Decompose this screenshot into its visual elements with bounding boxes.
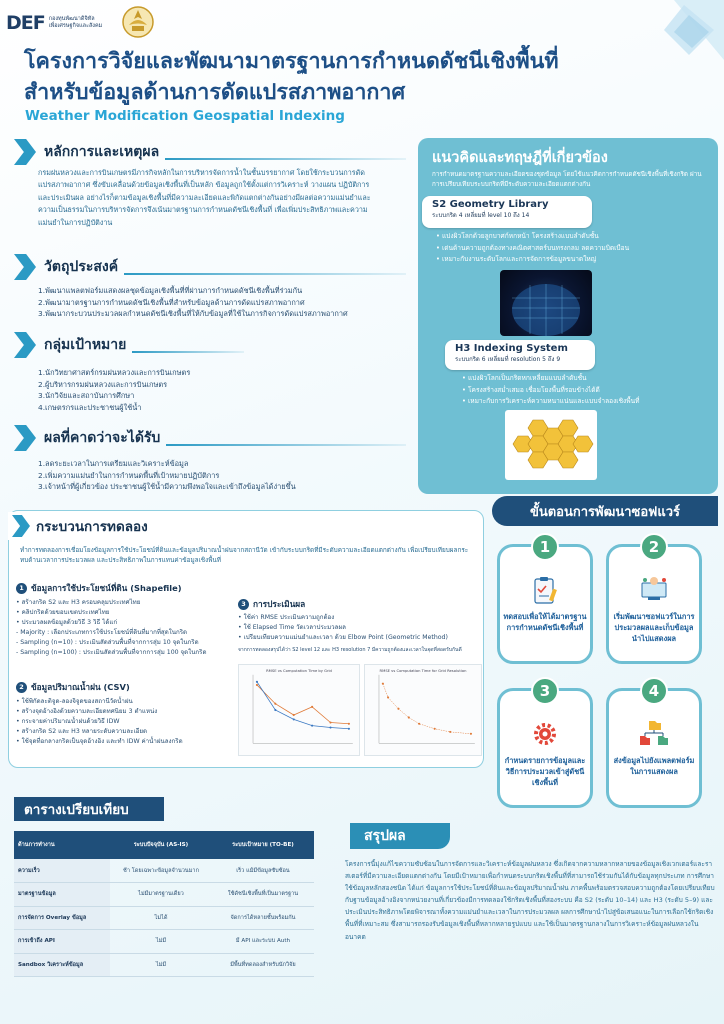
sub-title: การประเมินผล [253, 599, 306, 609]
column-header: ด้านการทำงาน [14, 831, 110, 859]
outcome-heading [14, 424, 406, 452]
step-text: เริ่มพัฒนาซอฟแวร์ในการประมวลผลและเก็บข้อมูลนำไปแสดงผล [613, 612, 695, 643]
data-point [274, 709, 276, 711]
experiment-sub-heading-2 [16, 680, 130, 694]
chart-title: RMSE vs Computation Time by Grid [266, 668, 332, 673]
def-logo-mark: DEF [6, 12, 45, 34]
list-item: • คลิปกริดด้วยขอบเขตประเทศไทย [16, 609, 110, 616]
summary-title: สรุปผล [350, 823, 450, 849]
table-row [14, 883, 314, 907]
data-point [418, 723, 420, 725]
list-item: - Sampling (n=10) : ประเมินสัดส่วนพื้นที่จากการสุ่ม 10 จุดในกริด [16, 639, 199, 646]
list-item: 3.เจ้าหน้าที่ผู้เกี่ยวข้อง ประชาชนผู้ใช้น้ำมีความพึงพอใจและเข้าถึงข้อมูลได้ง่ายขึ้น [38, 482, 296, 492]
table-cell: มีพื้นที่ทดลองสำหรับนักวิจัย [212, 953, 314, 977]
outcome-title: ผลที่คาดว่าจะได้รับ [44, 430, 161, 446]
data-point [449, 731, 451, 733]
theory-title: แนวคิดและทฤษฎีที่เกี่ยวข้อง [432, 150, 608, 166]
list-item: 2.เพิ่มความแม่นยำในการกำหนดพื้นที่เป้าหมายปฏิบัติการ [38, 470, 220, 480]
target-list [38, 367, 238, 413]
sub-title: ข้อมูลปริมาณน้ำฝน (CSV) [31, 682, 130, 692]
list-item: • โครงสร้างสม่ำเสมอ เชื่อมโยงพื้นที่รอบข้างได้ดี [462, 385, 600, 394]
step-text: ทดสอบเพื่อให้ได้มาตรฐานการกำหนดดัชนีเชิงพื้นที่ [503, 612, 587, 632]
experiment-sub-heading-3 [238, 597, 305, 611]
dev-title: ขั้นตอนการพัฒนาซอฟแวร์ [492, 496, 718, 526]
data-point [311, 706, 313, 708]
h3-subtitle: ระบบกริด 6 เหลี่ยมที่ resolution 5 ถึง 9 [455, 356, 561, 363]
column-header: ระบบปัจจุบัน (AS-IS) [110, 831, 212, 859]
step-number: 3 [531, 677, 559, 705]
rmse-resolution-scatter-chart [364, 664, 482, 756]
table-row [14, 906, 314, 930]
s2-subtitle: ระบบกริด 4 เหลี่ยมที่ level 10 ถึง 14 [432, 212, 530, 219]
chevron-right-icon [14, 139, 36, 165]
list-item: 1.ลดระยะเวลาในการเตรียมและวิเคราะห์ข้อมูล [38, 459, 189, 468]
comparison-title: ตารางเปรียบเทียบ [14, 797, 164, 821]
title-english: Weather Modification Geospatial Indexing [25, 108, 345, 124]
data-point [329, 726, 331, 728]
data-point [293, 714, 295, 716]
data-point [434, 728, 436, 730]
h3-title: H3 Indexing System [455, 343, 568, 354]
list-item: • ใช้ Elapsed Time วัดเวลาประมวลผล [238, 624, 346, 631]
list-item: - Sampling (n=100) : ประเมินสัดส่วนพื้นที่จากการสุ่ม 100 จุดในกริด [16, 649, 207, 656]
table-cell: ไม่มี [110, 930, 212, 954]
data-point [256, 681, 258, 683]
table-cell: ช้า โดยเฉพาะข้อมูลจำนวนมาก [110, 859, 212, 883]
list-item: • กระจายค่าปริมาณน้ำฝนด้วยวิธี IDW [16, 718, 120, 725]
table-cell: ใช้ดัชนีเชิงพื้นที่เป็นมาตรฐาน [212, 883, 314, 907]
step-number: 2 [640, 533, 668, 561]
table-cell: ไม่มีมาตรฐานเดียว [110, 883, 212, 907]
data-point [408, 716, 410, 718]
def-logo-text-2: เพื่อเศรษฐกิจและสังคม [48, 23, 103, 29]
h3-title-card [445, 340, 595, 370]
department-seal-icon [121, 5, 155, 39]
list-item: • สร้างกริด S2 และ H3 ครอบคลุมประเทศไทย [16, 599, 141, 606]
sub-number: 2 [16, 682, 27, 693]
step-card-2 [606, 538, 702, 664]
chart-title: RMSE vs Computation Time for Grid Resolution [379, 668, 467, 673]
data-point [311, 725, 313, 727]
table-row [14, 930, 314, 954]
chevron-right-icon [14, 254, 36, 280]
list-item: • ใช้พิกัดละติจูด-ลองจิจูดของสถานีวัดน้ำฝน [16, 698, 133, 705]
table-cell: Sandbox วิเคราะห์ข้อมูล [14, 953, 110, 977]
list-item: • ประมวลผลข้อมูลด้วยวิธี 3 วิธี ได้แก่ [16, 619, 118, 626]
step-number: 1 [531, 533, 559, 561]
rmse-time-line-chart [238, 664, 360, 756]
data-point [293, 718, 295, 720]
table-cell: มาตรฐานข้อมูล [14, 883, 110, 907]
data-point [329, 721, 331, 723]
list-item: • เปรียบเทียบความแม่นยำและเวลา ด้วย Elbow Point (Geometric Method) [238, 634, 448, 641]
list-item: 1.พัฒนาแพลตฟอร์มแสดงผลชุดข้อมูลเชิงพื้นที่ที่ผ่านการกำหนดดัชนีเชิงพื้นที่ร่วมกัน [38, 286, 303, 295]
series-line-h3 [257, 682, 349, 729]
s2-bullets [436, 231, 712, 266]
gear-icon [529, 719, 561, 749]
table-cell: มี API และระบบ Auth [212, 930, 314, 954]
outcome-section [14, 424, 406, 498]
def-logo [6, 10, 121, 36]
h3-bullets [462, 373, 712, 408]
list-item: • สร้างจุดอ้างอิงด้วยความละเอียดทศนิยม 3 ตำแหน่ง [16, 708, 158, 715]
list-item: 3.นักวิจัยและสถาบันการศึกษา [38, 391, 135, 401]
list-item: • ใช้จุดที่อกลางกริดเป็นจุดอ้างอิง และทำ IDW ค่าน้ำฝนลงกริด [16, 738, 183, 745]
experiment-intro: ทำการทดลองการเชื่อมโยงข้อมูลการใช้ประโยชน์ที่ดินและข้อมูลปริมาณน้ำฝนจากสถานีวัด เข้ากับระบบกริดที่มีระดับความละเอียดแตกต่างกัน เพื่อเปรียบเทียบผลกระทบด้านเวลาการประมวลผล และประสิทธิภาพในการแทนค่าข้อมูลเชิงพื้นที่ [20, 546, 469, 564]
s2-globe-image [500, 270, 592, 336]
objective-heading [14, 253, 406, 281]
data-point [274, 703, 276, 705]
list-item: 3.พัฒนากระบวนประมวลผลกำหนดดัชนีเชิงพื้นที่ให้กับข้อมูลที่ใช้ในภารกิจการดัดแปรสภาพอากาศ [38, 309, 348, 319]
target-title: กลุ่มเป้าหมาย [44, 337, 127, 353]
step-card-4 [606, 682, 702, 808]
target-heading [14, 331, 244, 359]
list-item: 2.พัฒนามาตรฐานการกำหนดดัชนีเชิงพื้นที่สำหรับข้อมูลด้านการดัดแปรสภาพอากาศ [38, 297, 305, 307]
step-text: ส่งข้อมูลไปยังแพลตฟอร์มในการแสดงผล [613, 756, 695, 776]
list-item: • แบ่งผิวโลกด้วยลูกบาศก์หกหน้า โครงสร้างแบบลำดับชั้น [436, 232, 599, 240]
data-point [470, 733, 472, 735]
h3-hexagon-image [505, 410, 597, 480]
data-point [382, 683, 384, 685]
summary-text: โครงการนี้มุ่งแก้ไขความซับซ้อนในการจัดการและวิเคราะห์ข้อมูลฝนหลวง ซึ่งเกิดจากความหลากหลายของข้อมูลเชิงเวกเตอร์และราสเตอร์ที่มีความละเอียดแตกต่างกัน โดยมีเป้าหมายเพื่อกำหนดระบบกริดเชิงพื้นที่ที่สามารถใช้ร่วมกันได้กับข้อมูลทุกประเภท การศึกษาใช้ข้อมูลหลักสองชนิด ได้แก่ ข้อมูลการใช้ประโยชน์ที่ดินและข้อมูลปริมาณน้ำฝน ภาคพื้นพร้อมตรวจสอบความถูกต้องโดยเปรียบเทียบกับฐานข้อมูลอ้างอิงจากหน่วยงานที่เกี่ยวข้องมีการทดลองใช้กริดเชิงพื้นที่สองระบบ คือ S2 (ระดับ 10–14) และ H3 (ระดับ 5–9) และประเมินประสิทธิภาพโดยพิจารณาทั้งความแม่นยำและเวลาในการประมวลผล ผลการศึกษานำไปสู่ข้อเสนอแนะในการเลือกใช้กริดเชิงพื้นที่ที่เหมาะสม ซึ่งสามารถรองรับข้อมูลเชิงพื้นที่หลากหลายรูปแบบ และใช้เป็นมาตรฐานกลางในการวิเคราะห์ข้อมูลฝนหลวงในอนาคต [345, 860, 715, 941]
experiment-heading [8, 512, 188, 540]
experiment-list-3 [238, 613, 478, 643]
s2-title-card [422, 196, 592, 228]
list-item: • แบ่งผิวโลกเป็นกริดหกเหลี่ยมแบบลำดับชั้น [462, 374, 587, 382]
list-item: 4.เกษตรกรและประชาชนผู้ใช้น้ำ [38, 402, 142, 412]
data-point [387, 696, 389, 698]
folder-network-icon [638, 719, 670, 749]
objective-list [38, 285, 398, 320]
table-row [14, 859, 314, 883]
developer-desk-icon [638, 575, 670, 605]
experiment-list-1 [16, 598, 236, 658]
table-cell: เร็ว แม้มีข้อมูลซับซ้อน [212, 859, 314, 883]
experiment-sub-heading-1 [16, 581, 182, 595]
chevron-right-icon [14, 425, 36, 451]
experiment-note: จากการทดลองสรุปได้ว่า S2 level 12 และ H3 resolution 7 มีความถูกต้องและเวลาในจุดที่สอดรับกันดี [238, 647, 462, 653]
table-cell: ความเร็ว [14, 859, 110, 883]
data-point [348, 723, 350, 725]
table-cell: ไม่มี [110, 953, 212, 977]
outcome-list [38, 458, 406, 493]
table-cell: ไม่ได้ [110, 906, 212, 930]
sub-title: ข้อมูลการใช้ประโยชน์ที่ดิน (Shapefile) [31, 583, 182, 593]
step-card-3 [497, 682, 593, 808]
chevron-right-icon [12, 515, 30, 537]
def-logo-text-1: กองทุนพัฒนาดิจิทัล [48, 16, 95, 22]
sub-number: 3 [238, 599, 249, 610]
experiment-title: กระบวนการทดลอง [36, 519, 148, 535]
data-point [256, 684, 258, 686]
table-cell: การจัดการ Overlay ข้อมูล [14, 906, 110, 930]
step-number: 4 [640, 677, 668, 705]
objective-title: วัตถุประสงค์ [44, 259, 119, 275]
title-line-1: โครงการวิจัยและพัฒนามาตรฐานการกำหนดดัชนีเชิงพื้นที่ [24, 49, 559, 74]
title-line-2: สำหรับข้อมูลด้านการดัดแปรสภาพอากาศ [24, 80, 406, 105]
series-line-rmse [383, 684, 471, 734]
step-card-1 [497, 538, 593, 664]
principle-heading [14, 138, 406, 166]
list-item: • สร้างกริด S2 และ H3 หลายระดับความละเอียด [16, 728, 148, 735]
column-header: ระบบเป้าหมาย (TO-BE) [212, 831, 314, 859]
list-item: • เด่นด้านความถูกต้องทางคณิตศาสตร์บนทรงกลม ลดความบิดเบือน [436, 243, 630, 252]
sub-number: 1 [16, 583, 27, 594]
table-header-row [14, 831, 314, 859]
principle-title: หลักการและเหตุผล [44, 144, 160, 160]
theory-intro: การกำหนดมาตรฐานความละเอียดของชุดข้อมูล โดยใช้แนวคิดการกำหนดดัชนีเชิงพื้นที่เชิงกริด ผ่านการเปรียบเทียบระบบกริดที่มีระดับความละเอียดแตกต่างกัน [432, 171, 702, 188]
table-cell: การเข้าถึง API [14, 930, 110, 954]
test-clipboard-icon [529, 575, 561, 605]
list-item: 2.ผู้บริหารกรมฝนหลวงและการบินเกษตร [38, 379, 168, 389]
table-row [14, 953, 314, 977]
s2-title: S2 Geometry Library [432, 199, 549, 210]
experiment-list-2 [16, 697, 236, 747]
principle-text: กรมฝนหลวงและการบินเกษตรมีภารกิจหลักในการบริหารจัดการน้ำในชั้นบรรยากาศ โดยใช้กระบวนการดัดแปรสภาพอากาศ ซึ่งขับเคลื่อนด้วยข้อมูลเชิงพื้นที่เป็นหลัก ข้อมูลถูกใช้ตั้งแต่การวิเคราะห์ วางแผน ปฏิบัติการ และประเมินผล อย่างไรก็ตามข้อมูลเชิงพื้นที่มีความละเอียดและพิกัดแตกต่างกันอย่างมีผลต่อความแม่นยำและความเป็นธรรมในการบริหารจัดการจึงเน้นมาตรฐานการกำหนดดัชนีเชิงพื้นที่ เพื่อเพิ่มประสิทธิภาพและความแม่นยำในการปฏิบัติงาน [38, 168, 371, 227]
data-point [348, 728, 350, 730]
comparison-table [14, 831, 314, 977]
step-text: กำหนดรายการข้อมูลและ วิธีการประมวลเข้าสู่ดัชนีเชิงพื้นที่ [504, 756, 586, 787]
table-cell: จัดการได้หลายชั้นพร้อมกัน [212, 906, 314, 930]
series-line-s2 [257, 685, 349, 724]
data-point [397, 708, 399, 710]
list-item: • เหมาะกับงานระดับโลกและการจัดการข้อมูลขนาดใหญ่ [436, 255, 597, 263]
chevron-right-icon [14, 332, 36, 358]
list-item: 1.นักวิทยาศาสตร์กรมฝนหลวงและการบินเกษตร [38, 368, 191, 377]
list-item: - Majority : เลือกประเภทการใช้ประโยชน์ที่ดินที่มากที่สุดในกริด [16, 629, 188, 636]
list-item: • ใช้ค่า RMSE ประเมินความถูกต้อง [238, 614, 335, 621]
list-item: • เหมาะกับการวิเคราะห์ความหนาแน่นและแบบจำลองเชิงพื้นที่ [462, 397, 640, 405]
